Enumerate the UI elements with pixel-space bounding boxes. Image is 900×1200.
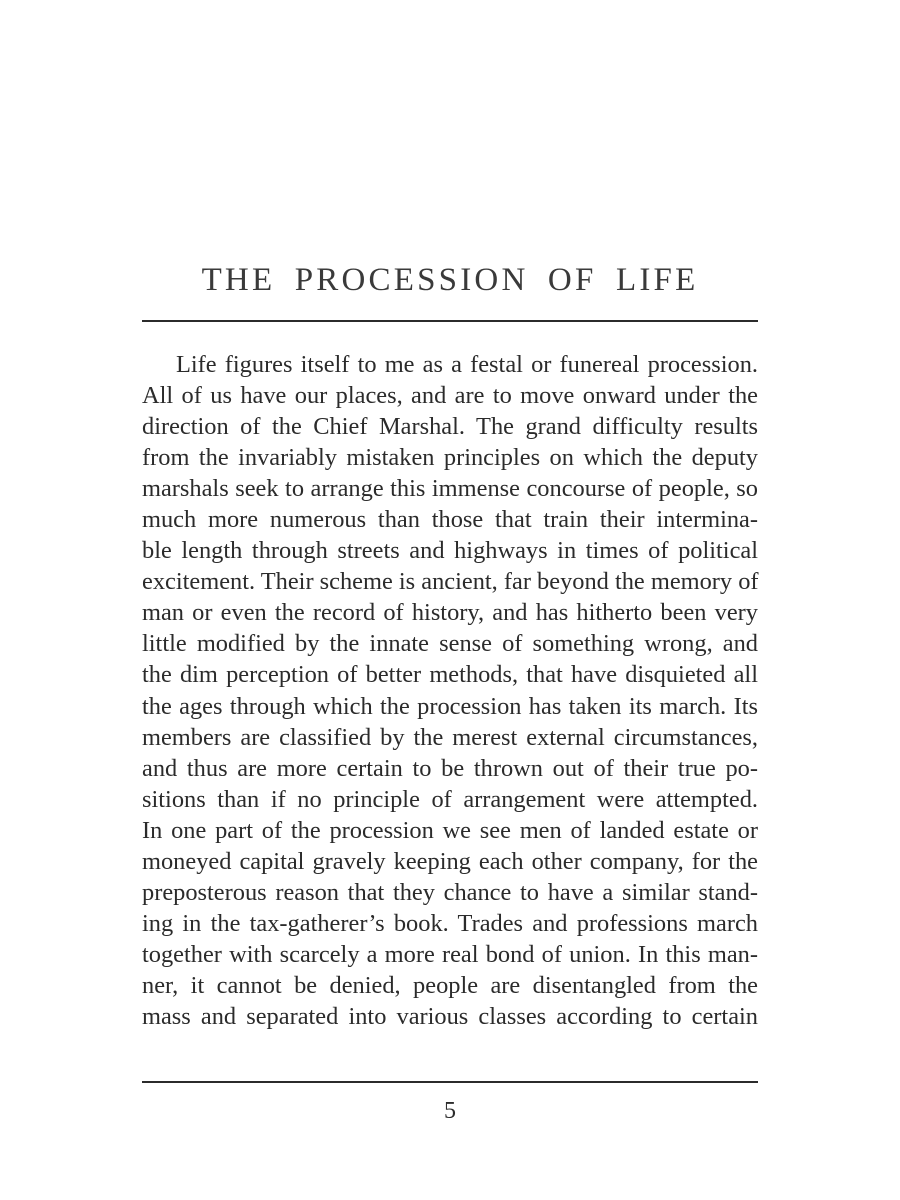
text-line: ble length through streets and highways in times of political xyxy=(142,537,758,565)
body-paragraph xyxy=(142,349,758,1032)
top-rule xyxy=(142,320,758,322)
text-line: ner, it cannot be denied, people are disentangled from the xyxy=(142,971,758,999)
bottom-rule xyxy=(142,1081,758,1083)
text-line: direction of the Chief Marshal. The grand difficulty results xyxy=(142,413,758,441)
text-line: moneyed capital gravely keeping each other company, for the xyxy=(142,847,758,875)
text-line: the ages through which the procession has taken its march. Its xyxy=(142,692,758,720)
text-line: mass and separated into various classes according to certain xyxy=(142,1002,758,1030)
text-line: ing in the tax-gatherer’s book. Trades and professions march xyxy=(142,909,758,937)
text-line: In one part of the procession we see men of landed estate or xyxy=(142,816,758,844)
text-line: together with scarcely a more real bond of union. In this man- xyxy=(142,940,758,968)
page-title: THE PROCESSION OF LIFE xyxy=(201,262,699,298)
text-line: All of us have our places, and are to move onward under the xyxy=(142,382,758,410)
text-line: sitions than if no principle of arrangement were attempted. xyxy=(142,785,758,813)
text-line: excitement. Their scheme is ancient, far beyond the memory of xyxy=(142,568,759,596)
text-line: Life figures itself to me as a festal or funereal procession. xyxy=(176,351,758,378)
text-line: much more numerous than those that train their intermina- xyxy=(142,506,758,534)
text-line: members are classified by the merest external circumstances, xyxy=(142,723,758,751)
text-line: man or even the record of history, and has hitherto been very xyxy=(142,599,758,627)
text-line: from the invariably mistaken principles on which the deputy xyxy=(142,444,758,472)
text-line: the dim perception of better methods, that have disquieted all xyxy=(142,661,758,689)
text-line: marshals seek to arrange this immense concourse of people, so xyxy=(142,475,758,503)
page-number: 5 xyxy=(444,1098,456,1124)
text-line: and thus are more certain to be thrown out of their true po- xyxy=(142,754,758,782)
text-line: preposterous reason that they chance to have a similar stand- xyxy=(142,878,758,906)
text-line: little modified by the innate sense of something wrong, and xyxy=(142,630,758,658)
